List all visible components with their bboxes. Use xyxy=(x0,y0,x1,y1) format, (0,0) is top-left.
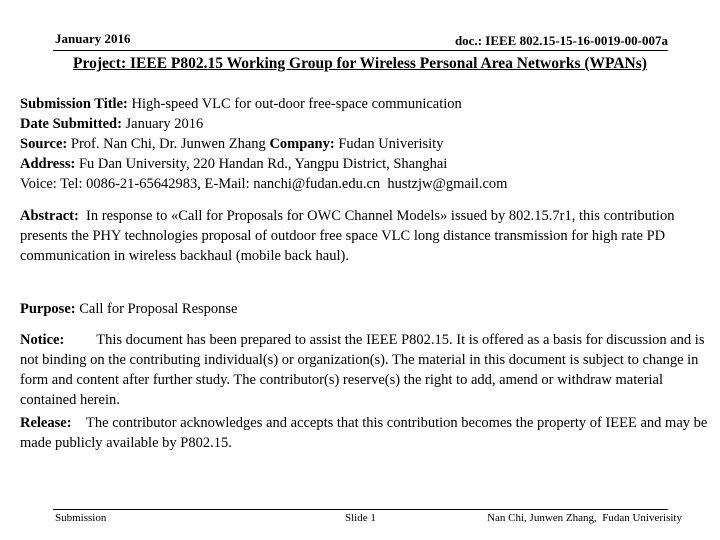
source-value: Prof. Nan Chi, Dr. Junwen Zhang xyxy=(70,136,266,152)
abstract-text: In response to «Call for Proposals for OWC Channel Models» issued by 802.15.7r1, this contribution presents the PHY technologies proposal of outdoor free space VLC long distance transmission for high rate PD communication in wireless backhaul (mobile back haul). xyxy=(20,208,675,264)
release-section xyxy=(20,413,715,453)
header-divider xyxy=(53,50,668,51)
purpose-section xyxy=(20,299,715,319)
source-line xyxy=(20,134,715,154)
purpose-label: Purpose: xyxy=(20,301,76,317)
footer-slide-number: Slide 1 xyxy=(345,512,376,524)
date-submitted-line xyxy=(20,114,715,134)
company-label: Company: xyxy=(269,136,335,152)
submission-info xyxy=(20,94,715,194)
company-value: Fudan Univerisity xyxy=(338,136,444,152)
project-title: Project: IEEE P802.15 Working Group for Wireless Personal Area Networks (WPANs) xyxy=(73,55,647,72)
abstract-section xyxy=(20,206,715,266)
abstract-label: Abstract: xyxy=(20,208,79,224)
release-text: The contributor acknowledges and accepts that this contribution becomes the property of IEEE and may be made publicly available by P802.15. xyxy=(20,415,708,451)
notice-text: This document has been prepared to assist the IEEE P802.15. It is offered as a basis for discussion and is not binding on the contributing individual(s) or organization(s). The material in this document is subject to change in form and content after further study. The contributor(s) reserve(s) the right to add, amend or withdraw material contained herein. xyxy=(20,332,705,408)
source-label: Source: xyxy=(20,136,68,152)
notice-label: Notice: xyxy=(20,332,65,348)
address-value: Fu Dan University, 220 Handan Rd., Yangpu District, Shanghai xyxy=(78,156,448,172)
address-line xyxy=(20,154,715,174)
header-date: January 2016 xyxy=(55,31,131,46)
footer-submission: Submission xyxy=(55,512,107,524)
submission-title-line xyxy=(20,94,715,114)
address-label: Address: xyxy=(20,156,76,172)
purpose-text: Call for Proposal Response xyxy=(79,301,238,317)
date-submitted-label: Date Submitted: xyxy=(20,116,122,132)
release-label: Release: xyxy=(20,415,72,431)
footer-divider xyxy=(53,509,668,510)
header-doc-id: doc.: IEEE 802.15-15-16-0019-00-007a xyxy=(454,33,668,48)
voice-line: Voice: Tel: 0086-21-65642983, E-Mail: nanchi@fudan.edu.cn hustzjw@gmail.com xyxy=(20,176,508,192)
footer-authors: Nan Chi, Junwen Zhang, Fudan Univerisity xyxy=(487,512,682,524)
submission-title-label: Submission Title: xyxy=(20,96,128,112)
submission-title-value: High-speed VLC for out-door free-space communication xyxy=(131,96,462,112)
notice-section xyxy=(20,330,715,410)
date-submitted-value: January 2016 xyxy=(125,116,204,132)
